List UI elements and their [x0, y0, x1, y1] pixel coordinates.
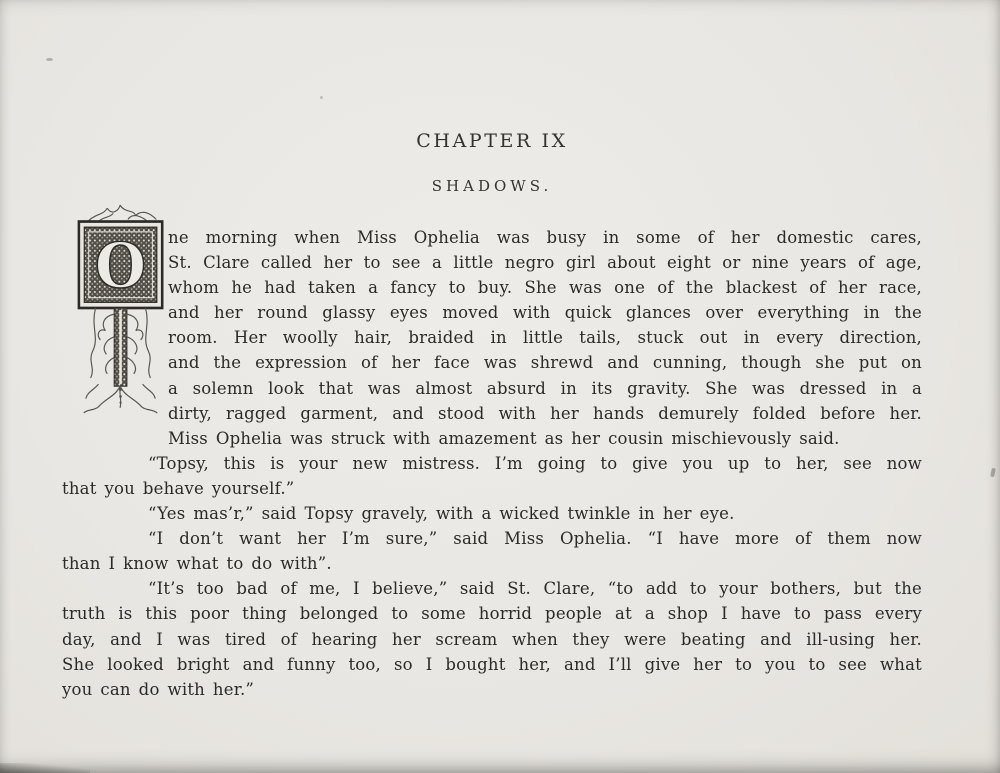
text-line: and her round glassy eyes moved with quick glances over everything in the: [168, 303, 922, 323]
text-line: “It’s too bad of me, I believe,” said St. Clare, “to add to your bothers, but the: [148, 579, 922, 599]
chapter-heading: CHAPTER IX: [416, 130, 568, 152]
chapter-subtitle: SHADOWS.: [431, 177, 553, 195]
text-line: Miss Ophelia was struck with amazement as her cousin mischievously said.: [168, 428, 840, 448]
page-content: [62, 131, 922, 702]
text-line: a solemn look that was almost absurd in its gravity. She was dressed in a: [168, 378, 922, 398]
text-line: ne morning when Miss Ophelia was busy in some of her domestic cares,: [168, 228, 922, 247]
scan-corner-shadow: [0, 763, 90, 773]
text-line: “I don’t want her I’m sure,” said Miss Ophelia. “I have more of them now: [148, 529, 922, 549]
text-line: than I know what to do with”.: [62, 554, 332, 574]
scan-speck: [990, 468, 996, 478]
text-line: St. Clare called her to see a little negro girl about eight or nine years of age,: [168, 253, 922, 273]
paragraphs-container: [62, 225, 922, 702]
page-body: [62, 225, 922, 702]
scan-speck: [46, 58, 53, 61]
text-line: truth is this poor thing belonged to some horrid people at a shop I have to pass every: [62, 604, 922, 624]
paragraph: [62, 451, 922, 501]
paragraph: [62, 576, 922, 701]
text-line: room. Her woolly hair, braided in little tails, stuck out in every direction,: [168, 328, 922, 348]
text-line: dirty, ragged garment, and stood with her hands demurely folded before her.: [168, 403, 922, 423]
paragraph: [62, 526, 922, 576]
paragraph: [62, 501, 922, 526]
text-line: and the expression of her face was shrewd and cunning, though she put on: [168, 353, 922, 373]
paragraph: [168, 225, 922, 451]
text-line: that you behave yourself.”: [62, 478, 295, 498]
sprig-flourish: [88, 205, 157, 221]
scan-speck: [320, 96, 323, 99]
text-line: “Topsy, this is your new mistress. I’m going to give you up to her, see now: [148, 453, 922, 473]
text-line: whom he had taken a fancy to buy. She was one of the blackest of her race,: [168, 278, 922, 298]
drop-cap-ornament: [74, 203, 172, 414]
text-line: “Yes mas’r,” said Topsy gravely, with a wicked twinkle in her eye.: [148, 504, 735, 524]
drop-cap-letter: O: [94, 229, 147, 303]
text-line: day, and I was tired of hearing her scream when they were beating and ill-using her.: [62, 629, 922, 649]
text-line: She looked bright and funny too, so I bought her, and I’ll give her to you to see what: [62, 654, 922, 674]
text-line: you can do with her.”: [62, 679, 255, 699]
